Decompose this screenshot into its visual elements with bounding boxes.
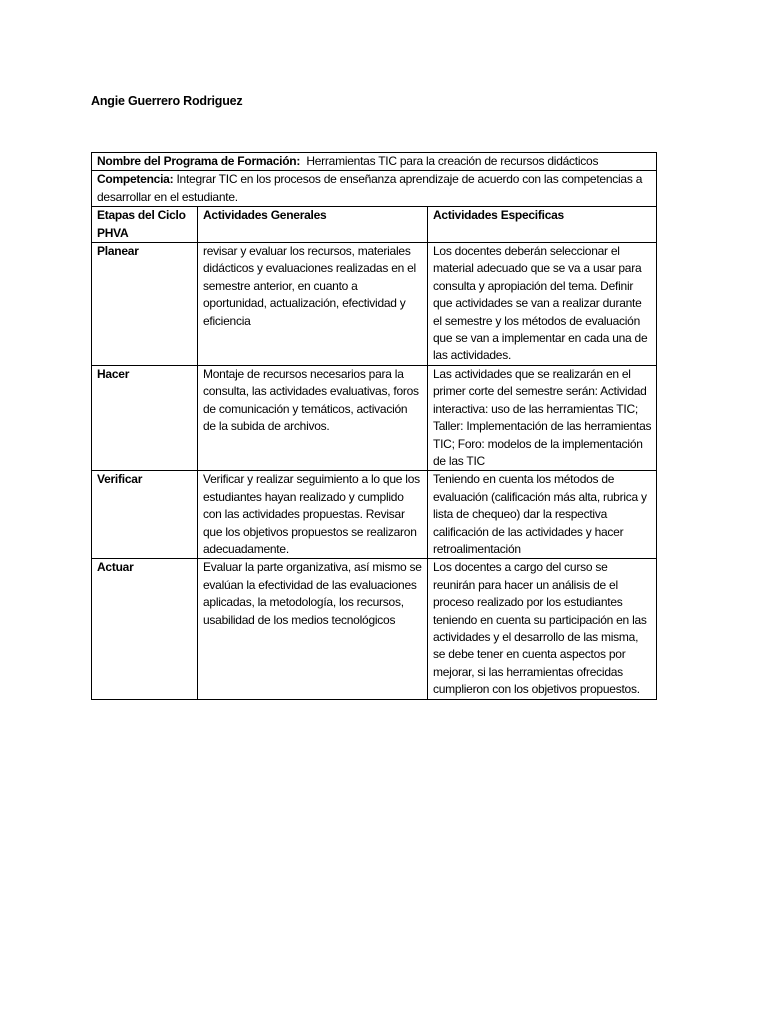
program-cell (92, 153, 657, 171)
specific-activities-cell: Los docentes a cargo del curso se reunirán para hacer un análisis de el proceso realizado por los estudiantes teniendo en cuenta su participación en las actividades y el desarrollo de las misma, se debe tener en cuenta aspectos por mejorar, si las herramientas ofrecidas cumplieron con los objetivos propuestos. (428, 559, 657, 699)
header-specific: Actividades Especificas (428, 207, 657, 243)
header-row (92, 207, 657, 243)
stage-hacer: Hacer (92, 365, 198, 470)
stage-verificar: Verificar (92, 471, 198, 559)
program-row (92, 153, 657, 171)
table-row (92, 365, 657, 470)
competencia-value: Integrar TIC en los procesos de enseñanza aprendizaje de acuerdo con las competencias a desarrollar en el estudiante. (97, 172, 643, 204)
stage-actuar: Actuar (92, 559, 198, 699)
program-value: Herramientas TIC para la creación de recursos didácticos (306, 154, 599, 168)
specific-activities-cell: Las actividades que se realizarán en el primer corte del semestre serán: Actividad interactiva: uso de las herramientas TIC; Taller: Implementación de las herramientas TIC; Foro: modelos de la implementación de las TIC (428, 365, 657, 470)
general-activities-cell: Montaje de recursos necesarios para la consulta, las actividades evaluativas, foros de comunicación y temáticos, activación de la subida de archivos. (198, 365, 428, 470)
table-row (92, 471, 657, 559)
header-stage: Etapas del Ciclo PHVA (92, 207, 198, 243)
phva-table (91, 152, 657, 700)
general-activities-cell: revisar y evaluar los recursos, materiales didácticos y evaluaciones realizadas en el semestre anterior, en cuanto a oportunidad, actualización, efectividad y eficiencia (198, 243, 428, 366)
program-label: Nombre del Programa de Formación: (97, 154, 301, 168)
general-activities-cell: Verificar y realizar seguimiento a lo que los estudiantes hayan realizado y cumplido con las actividades propuestas. Revisar que los objetivos propuestos se realizaron adecuadamente. (198, 471, 428, 559)
general-activities-cell: Evaluar la parte organizativa, así mismo se evalúan la efectividad de las evaluaciones aplicadas, la metodología, los recursos, usabilidad de los medios tecnológicos (198, 559, 428, 699)
specific-activities-cell: Los docentes deberán seleccionar el material adecuado que se va a usar para consulta y apropiación del tema. Definir que actividades se van a realizar durante el semestre y los métodos de evaluación que se van a implementar en cada una de las actividades. (428, 243, 657, 366)
specific-activities-cell: Teniendo en cuenta los métodos de evaluación (calificación más alta, rubrica y lista de chequeo) dar la respectiva calificación de las actividades y hacer retroalimentación (428, 471, 657, 559)
author-name: Angie Guerrero Rodriguez (91, 94, 243, 108)
competencia-row (92, 171, 657, 207)
table-row (92, 243, 657, 366)
competencia-label: Competencia: (97, 172, 174, 187)
header-general: Actividades Generales (198, 207, 428, 243)
table-row (92, 559, 657, 699)
stage-planear: Planear (92, 243, 198, 366)
competencia-cell (92, 171, 657, 207)
